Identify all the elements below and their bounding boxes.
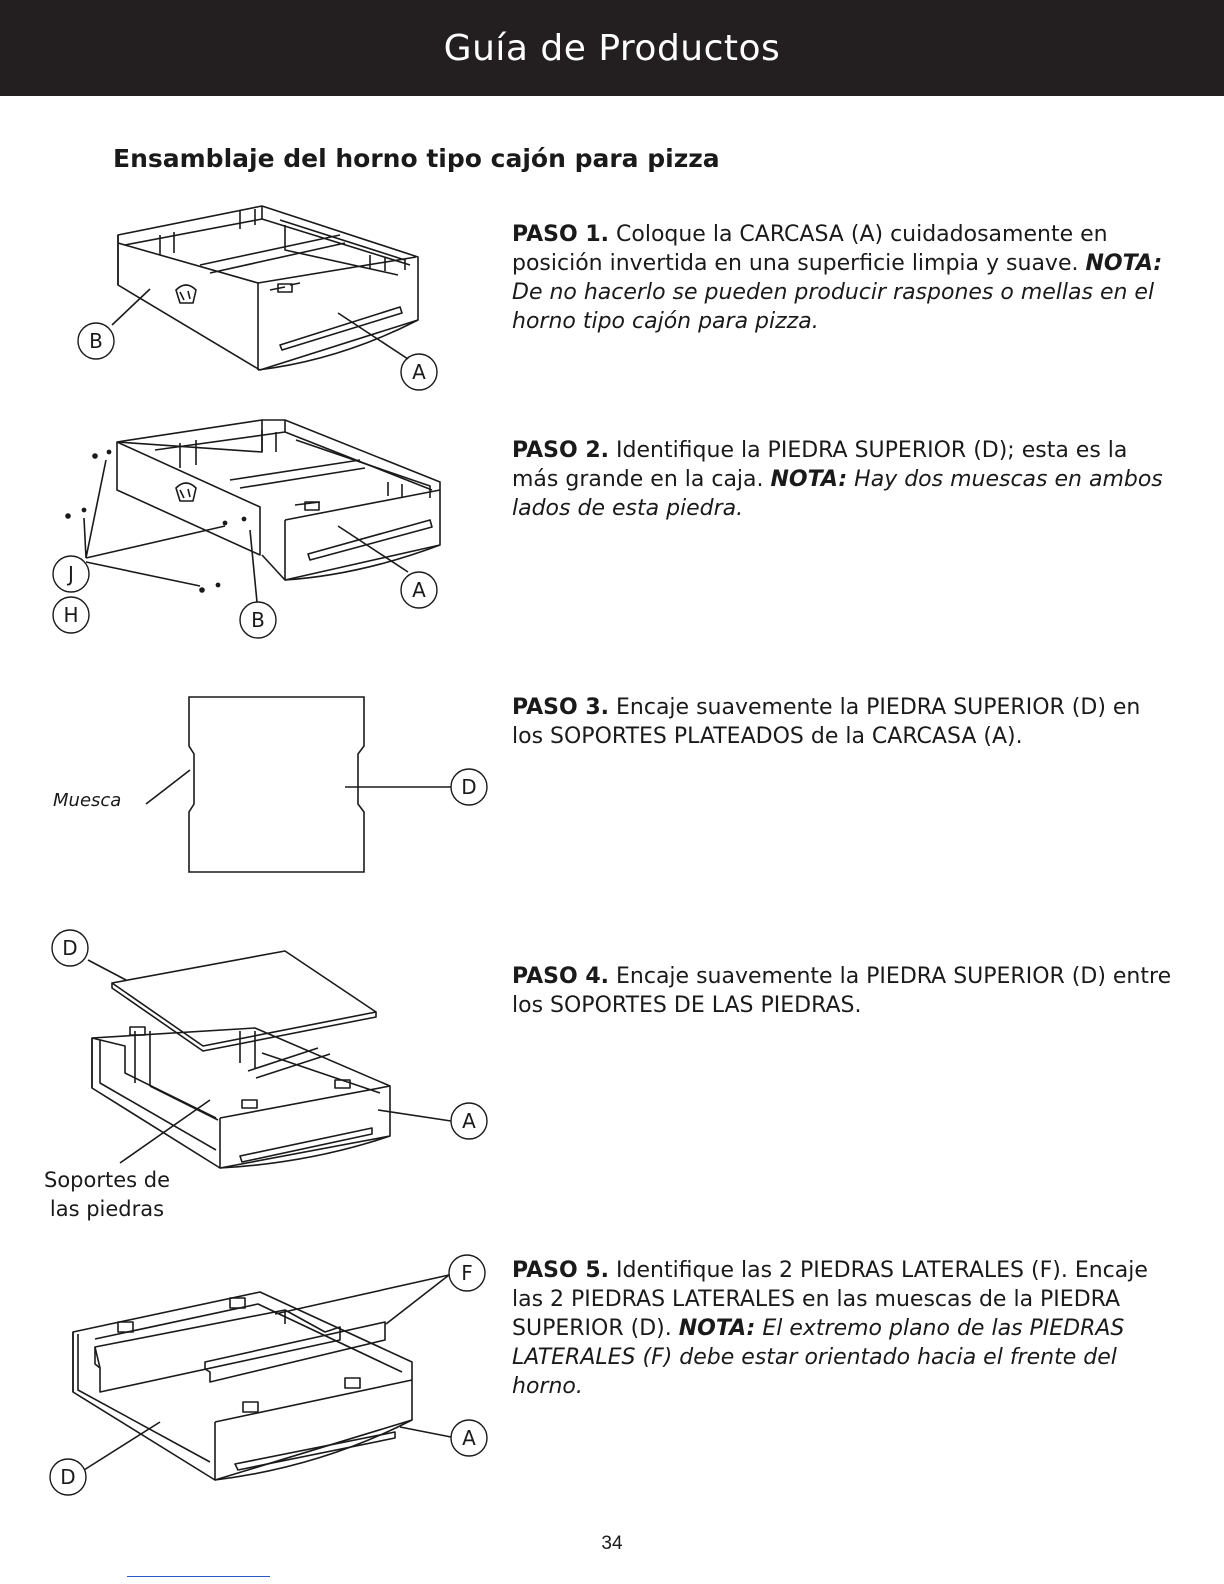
step-3-text <box>512 693 1172 751</box>
callout-h: H <box>63 603 79 627</box>
callout-b: B <box>251 608 265 632</box>
figure-step-5 <box>0 1252 500 1504</box>
supports-label-line-2: las piedras <box>49 1197 165 1221</box>
step-1-label: PASO 1. <box>512 222 610 247</box>
step-4-body: Encaje suavemente la PIEDRA SUPERIOR (D) entre los SOPORTES DE LAS PIEDRAS. <box>512 964 1172 1018</box>
figure-step-1 <box>0 195 500 395</box>
supports-label-line-1: Soportes de <box>43 1168 171 1192</box>
callout-d: D <box>461 775 477 799</box>
callout-b: B <box>89 329 103 353</box>
page-number: 34 <box>601 1533 623 1554</box>
callout-j: J <box>68 562 74 586</box>
callout-a: A <box>462 1109 476 1133</box>
step-5-label: PASO 5. <box>512 1258 610 1283</box>
step-4-text <box>512 962 1172 1020</box>
oven-housing-illustration <box>0 195 500 395</box>
header-title: Guía de Productos <box>443 27 781 69</box>
step-1-note-label: NOTA: <box>1085 251 1163 276</box>
step-5-body: Identifique las 2 PIEDRAS LATERALES (F). Encaje las 2 PIEDRAS LATERALES en las muescas de la PIEDRA SUPERIOR (D). <box>512 1258 1148 1341</box>
page-header <box>0 0 1224 96</box>
figure-step-4 <box>0 928 500 1228</box>
step-5-note-text: El extremo plano de las PIEDRAS LATERALES (F) debe estar orientado hacia el frente del horno. <box>512 1316 1125 1399</box>
step-1-body: Coloque la CARCASA (A) cuidadosamente en posición invertida en una superficie limpia y suave. <box>512 222 1108 276</box>
callout-a: A <box>462 1426 476 1450</box>
step-2-text <box>512 436 1172 523</box>
footer-underline <box>127 1576 270 1577</box>
step-2-note-label: NOTA: <box>770 467 848 492</box>
top-stone-illustration <box>0 690 500 880</box>
step-5-note-label: NOTA: <box>678 1316 756 1341</box>
step-2-note-text: Hay dos muescas en ambos lados de esta piedra. <box>512 467 1163 521</box>
figure-step-2 <box>0 410 500 645</box>
notch-label: Muesca <box>53 790 122 811</box>
step-3-label: PASO 3. <box>512 695 610 720</box>
section-title: Ensamblaje del horno tipo cajón para pizza <box>113 144 720 173</box>
callout-d: D <box>62 936 78 960</box>
callout-a: A <box>412 360 426 384</box>
step-3-body: Encaje suavemente la PIEDRA SUPERIOR (D) en los SOPORTES PLATEADOS de la CARCASA (A). <box>512 695 1141 749</box>
oven-with-side-stones-illustration <box>0 1252 500 1504</box>
step-2-label: PASO 2. <box>512 438 610 463</box>
oven-with-top-stone-illustration <box>0 928 500 1228</box>
step-5-text <box>512 1256 1172 1401</box>
figure-step-3 <box>0 690 500 880</box>
callout-f: F <box>461 1261 473 1285</box>
step-1-note-text: De no hacerlo se pueden producir raspones o mellas en el horno tipo cajón para pizza. <box>512 280 1155 334</box>
callout-d: D <box>60 1465 76 1489</box>
step-2-body: Identifique la PIEDRA SUPERIOR (D); esta es la más grande en la caja. <box>512 438 1128 492</box>
step-1-text <box>512 220 1172 336</box>
oven-side-panel-illustration <box>0 410 500 645</box>
step-4-label: PASO 4. <box>512 964 610 989</box>
callout-a: A <box>412 578 426 602</box>
